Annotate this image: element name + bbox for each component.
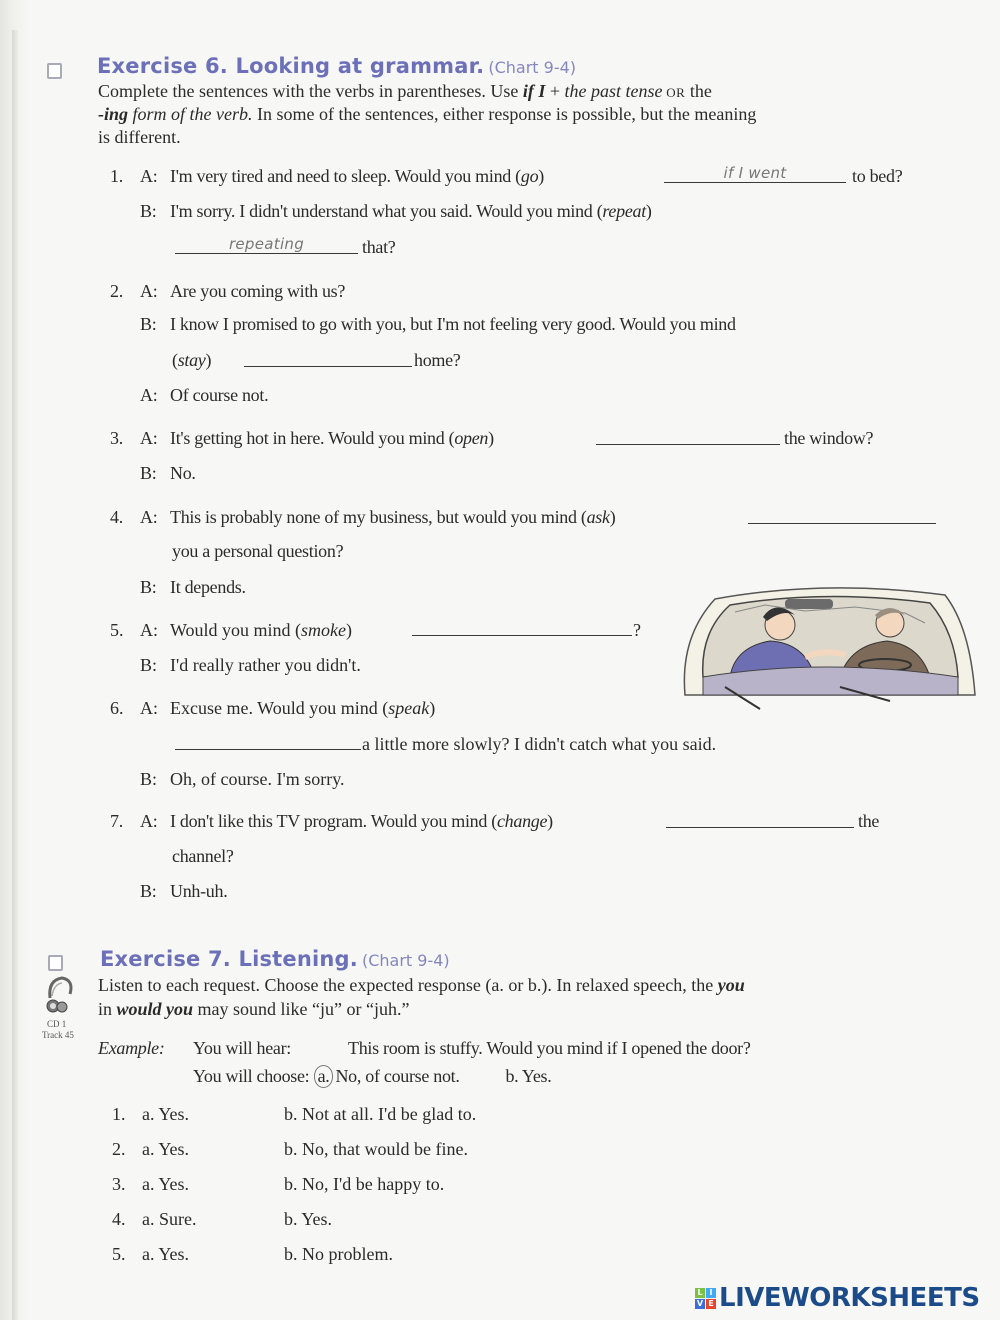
item-number: 6. [110, 698, 124, 718]
item-number: 5. [110, 620, 124, 640]
choice-a[interactable]: a. Yes. [142, 1104, 190, 1124]
choice-a[interactable]: a. Yes. [142, 1244, 190, 1264]
verb-hint: go [520, 166, 539, 186]
verb-hint: stay [177, 350, 206, 370]
verb-hint: repeat [602, 201, 646, 221]
instruction-if-i: if I [522, 81, 546, 101]
instruction-the: the [685, 81, 712, 101]
ex6-item2-a [110, 281, 345, 302]
ex6-item4-a-line2: you a personal question? [172, 541, 344, 561]
choice-b[interactable]: b. Yes. [284, 1209, 333, 1229]
ex6-item7-a-line2: channel? [172, 846, 234, 866]
exercise7-checkbox-icon[interactable] [48, 955, 63, 971]
exercise6-title: Exercise 6. Looking at grammar. [97, 54, 485, 78]
ex6-item1-a [110, 166, 544, 187]
item-number: 1. [112, 1104, 126, 1124]
ex6-item1-b-post: that? [362, 237, 396, 257]
verb-hint: ask [586, 507, 610, 527]
speaker-label: A: [140, 811, 158, 831]
watermark-text: LIVEWORKSHEETS [719, 1283, 980, 1313]
example-choose-row [193, 1065, 551, 1088]
ex6-item6-a-line2: a little more slowly? I didn't catch what you said. [362, 734, 717, 754]
answer-blank[interactable]: repeating [175, 235, 358, 254]
answer-blank[interactable]: if I went [664, 164, 846, 183]
sentence-text: It's getting hot in here. Would you mind ( [170, 428, 455, 448]
ex7-item2 [112, 1138, 468, 1160]
exercise6-chart-ref: (Chart 9-4) [488, 58, 577, 77]
ex6-item6-a: 6. A: Excuse me. Would you mind (speak) [110, 698, 436, 718]
liveworksheets-logo [695, 1283, 980, 1313]
sentence-text: I know I promised to go with you, but I'm not feeling very good. Would you mind [170, 314, 736, 334]
ex6-item5-a-post: ? [633, 620, 641, 640]
ex6-item3-answer[interactable] [596, 426, 780, 450]
ex7-item5 [112, 1243, 393, 1265]
ex6-item2-answer[interactable] [244, 348, 412, 372]
cd-label: CD 1 [47, 1019, 67, 1029]
speaker-label: B: [140, 769, 158, 789]
item-number: 2. [112, 1139, 126, 1159]
grid-letter: V [696, 1298, 704, 1308]
speaker-label: B: [140, 881, 157, 901]
answer-blank[interactable] [412, 617, 632, 636]
sentence-text: I'm sorry. I didn't understand what you said. Would you mind ( [170, 201, 603, 221]
verb-hint: smoke [301, 620, 347, 640]
choice-a-text: No, of course not. [335, 1066, 460, 1086]
page-binding-edge [12, 30, 18, 1320]
speaker-label: A: [140, 620, 158, 640]
ex6-item1-a-post: to bed? [852, 166, 903, 186]
item-number: 2. [110, 281, 123, 301]
choice-b[interactable]: b. Not at all. I'd be glad to. [284, 1104, 477, 1124]
choice-a[interactable]: a. Sure. [142, 1209, 197, 1229]
ex6-item3-b [140, 463, 196, 484]
answer-blank[interactable] [596, 426, 780, 445]
sentence-text: I'm very tired and need to sleep. Would you mind ( [170, 166, 521, 186]
speaker-label: B: [140, 463, 157, 483]
choice-b-text: b. Yes. [505, 1066, 552, 1086]
speaker-label: A: [140, 698, 158, 718]
instruction-you: you [717, 975, 745, 995]
instruction-or: OR [662, 85, 686, 100]
sentence-text: Oh, of course. I'm sorry. [170, 769, 345, 789]
item-number: 7. [110, 811, 123, 831]
choice-b[interactable]: b. No problem. [284, 1244, 393, 1264]
speaker-label: A: [140, 281, 158, 301]
item-number: 5. [112, 1244, 126, 1264]
speaker-label: B: [140, 201, 157, 221]
ex6-item1-b [140, 201, 652, 222]
ex7-item4 [112, 1208, 332, 1230]
sentence-text: ) [645, 201, 652, 221]
speaker-label: B: [140, 577, 157, 597]
exercise6-checkbox-icon[interactable] [47, 63, 62, 79]
instruction-plus: + [545, 81, 565, 101]
item-number: 4. [112, 1209, 126, 1229]
speaker-label: B: [140, 314, 157, 334]
instruction-text: may sound like “ju” or “juh.” [193, 999, 410, 1019]
grid-letter: E [706, 1299, 716, 1309]
ex6-item5-a: 5. A: Would you mind (smoke) [110, 620, 353, 640]
ex7-item1 [112, 1103, 476, 1125]
instruction-text: In some of the sentences, either response is possible, but the meaning [252, 104, 757, 124]
ex6-item1-answer-b[interactable] [175, 235, 358, 254]
item-number: 1. [110, 166, 123, 186]
ex7-item3 [112, 1173, 444, 1195]
instruction-ing: -ing [98, 104, 129, 124]
choice-a[interactable]: a. Yes. [142, 1174, 190, 1194]
ex6-item4-b [140, 577, 246, 598]
item-number: 3. [112, 1174, 126, 1194]
verb-hint: open [454, 428, 489, 448]
answer-blank[interactable] [244, 348, 412, 367]
item-number: 4. [110, 507, 123, 527]
ex6-item2-b [140, 314, 736, 335]
ex6-item6-b [140, 768, 345, 790]
ex6-item4-a: 4. A: This is probably none of my business, but would you mind (ask) [110, 507, 616, 527]
ex6-item2-b-line2: (stay) [172, 350, 212, 370]
sentence-text: It depends. [170, 577, 246, 597]
speaker-label: A: [140, 428, 158, 448]
sentence-text: Of course not. [170, 385, 269, 405]
ex6-item2-b-post: home? [414, 350, 461, 370]
sentence-text: Unh-uh. [170, 881, 228, 901]
speaker-label: A: [140, 507, 158, 527]
headphones-icon[interactable] [44, 974, 76, 1016]
answer-blank[interactable] [666, 809, 854, 828]
speaker-label: A: [140, 166, 158, 186]
circled-choice-a: a. [314, 1065, 334, 1088]
verb-hint: change [496, 811, 548, 831]
ex6-item1-answer-a[interactable] [664, 164, 846, 183]
choice-b[interactable]: b. No, I'd be happy to. [284, 1174, 445, 1194]
exercise7-chart-ref: (Chart 9-4) [361, 951, 450, 970]
exercise6-instructions-line1 [98, 80, 712, 104]
exercise6-heading [97, 54, 576, 78]
sentence-text: ) [538, 166, 544, 186]
exercise7-title: Exercise 7. Listening. [100, 947, 358, 971]
ex6-item7-a-post: the [858, 811, 880, 831]
instruction-text: Complete the sentences with the verbs in parentheses. Use [98, 81, 523, 101]
sentence-text: This is probably none of my business, but would you mind ( [170, 507, 587, 527]
answer-blank[interactable] [748, 505, 936, 524]
speaker-label: B: [140, 655, 158, 675]
item-number: 3. [110, 428, 123, 448]
grid-letter: I [706, 1288, 716, 1298]
exercise6-instructions-line2 [98, 103, 756, 125]
ex6-item4-answer[interactable] [748, 505, 936, 529]
choice-a[interactable]: a. Yes. [142, 1139, 190, 1159]
choose-label: You will choose: [193, 1066, 310, 1086]
exercise6-instructions-line3: is different. [98, 127, 181, 147]
live-grid-icon [695, 1288, 716, 1309]
hear-label: You will hear: [193, 1038, 291, 1058]
sentence-text: I don't like this TV program. Would you mind ( [170, 811, 497, 831]
choice-b[interactable]: b. No, that would be fine. [284, 1139, 468, 1159]
sentence-text: I'd really rather you didn't. [170, 655, 361, 675]
ex6-item7-a: 7. A: I don't like this TV program. Would you mind (change) [110, 811, 553, 831]
instruction-text: in [98, 999, 117, 1019]
sentence-text: No. [170, 463, 196, 483]
ex6-item5-answer[interactable] [412, 617, 632, 641]
ex6-item3-a-post: the window? [784, 428, 874, 448]
ex6-item7-answer[interactable] [666, 809, 854, 833]
speaker-label: A: [140, 385, 158, 405]
ex6-item3-a: 3. A: It's getting hot in here. Would you mind (open) [110, 428, 494, 448]
hear-text: This room is stuffy. Would you mind if I opened the door? [348, 1038, 751, 1058]
verb-hint: speak [388, 698, 430, 718]
car-illustration [675, 577, 980, 717]
sentence-text: Excuse me. Would you mind ( [170, 698, 389, 718]
instruction-would-you: would you [116, 999, 194, 1019]
ex6-item5-b [140, 654, 361, 676]
track-label: Track 45 [42, 1030, 74, 1040]
sentence-text: Are you coming with us? [170, 281, 346, 301]
exercise7-instructions-line2 [98, 998, 410, 1020]
exercise7-heading [100, 947, 450, 971]
answer-blank[interactable] [175, 731, 361, 750]
instruction-form-of-verb: form of the verb. [128, 104, 253, 124]
example-label: Example: [98, 1038, 165, 1058]
ex6-item6-answer[interactable] [175, 731, 361, 755]
sentence-text: Would you mind ( [170, 620, 302, 640]
ex6-item7-b [140, 881, 227, 902]
instruction-past-tense: the past tense [564, 81, 663, 101]
ex6-item2-a2 [140, 385, 268, 406]
grid-letter: L [695, 1288, 705, 1298]
example-hear-row [98, 1038, 751, 1059]
exercise7-instructions-line1 [98, 974, 745, 996]
instruction-text: Listen to each request. Choose the expected response (a. or b.). In relaxed speech, the [98, 975, 718, 995]
